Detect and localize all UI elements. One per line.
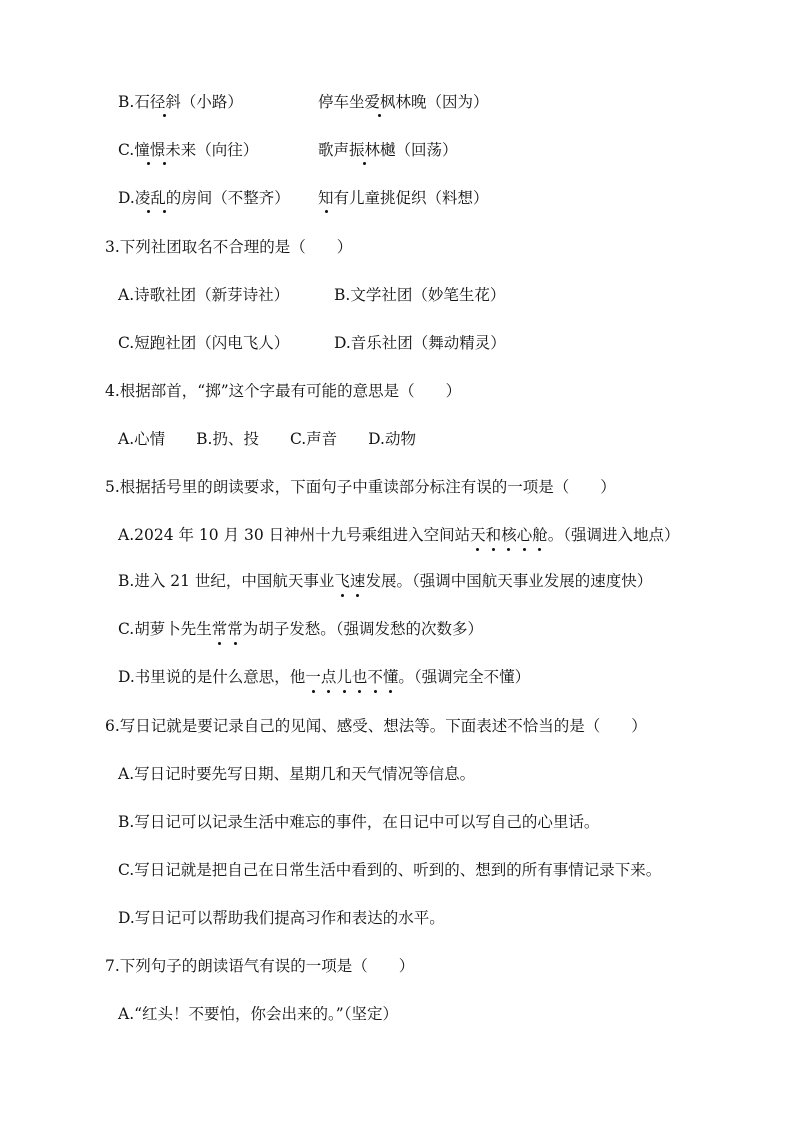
emphasis-char: 一 [305,668,321,686]
emphasis-dot [163,162,166,165]
emphasis-dot [163,210,166,213]
emphasis-char: 天 [470,526,486,544]
q6-question: 6.写日记就是要记录自己的见闻、感受、想法等。下面表述不恰当的是（ ） [105,717,647,735]
emphasis-dot [147,162,150,165]
emphasis-dot [147,210,150,213]
emphasis-char: 速 [349,572,366,590]
q5-b-pre: B.进入 21 世纪，中国航天事业 [118,572,335,590]
q2-option-c-right: 歌声振林樾（回荡） [318,141,458,159]
emphasis-dot [325,210,328,213]
q5-d-pre: D.书里说的是什么意思，他 [118,668,306,686]
q3-option-a: A.诗歌社团（新芽诗社） [118,286,290,304]
q5-option-a [118,525,680,545]
q5-c-post: 为胡子发愁。（强调发愁的次数多） [242,620,484,638]
emphasis-char: 舱 [532,526,548,544]
emphasis-char: 也 [351,668,368,686]
q3-option-d: D.音乐社团（舞动精灵） [334,334,506,352]
emphasis-char: 和 [485,526,502,544]
q7-question: 7.下列句子的朗读语气有误的一项是（ ） [105,957,415,975]
q2-option-d-right: 知有儿童挑促织（料想） [318,189,489,207]
emphasis-dot [163,114,166,117]
emphasis-char: 懂 [382,668,399,686]
emphasis-char: 飞 [334,572,350,590]
q3-option-b: B.文学社团（妙笔生花） [334,286,506,304]
emphasis-dot [378,114,381,117]
q6-option-c: C.写日记就是把自己在日常生活中看到的、听到的、想到的所有事情记录下来。 [118,861,662,879]
q5-d-post: 。（强调完全不懂） [398,668,531,686]
q6-option-b: B.写日记可以记录生活中难忘的事件，在日记中可以写自己的心里话。 [118,813,600,831]
emphasis-char: 常 [211,620,228,638]
q4-options: A.心情 B.扔、投 C.声音 D.动物 [118,430,416,448]
q2-option-d [118,188,290,208]
q4-question: 4.根据部首，“掷”这个字最有可能的意思是（ ） [105,382,462,400]
q5-option-c [118,619,483,639]
q2-option-b-right: 停车坐爱枫林晚（因为） [318,93,489,111]
q3-option-c: C.短跑社团（闪电飞人） [118,334,290,352]
emphasis-char: 点 [320,668,337,686]
emphasis-char: 核 [501,526,517,544]
emphasis-char: 心 [516,526,533,544]
q2-option-c-left: C.憧憬未来（向往） [118,141,259,159]
q6-option-a: A.写日记时要先写日期、星期几和天气情况等信息。 [118,765,476,783]
q5-a-pre: A.2024 年 10 月 30 日神州十九号乘组进入空间站 [118,526,471,544]
q3-question: 3.下列社团取名不合理的是（ ） [105,238,353,256]
q5-c-pre: C.胡萝卜先生 [118,620,212,638]
q5-option-d [118,667,530,687]
q2-option-d-left: D.凌乱的房间（不整齐） [118,189,290,207]
emphasis-char: 儿 [336,668,352,686]
q6-option-d: D.写日记可以帮助我们提高习作和表达的水平。 [118,909,445,927]
emphasis-char: 常 [227,620,243,638]
q5-b-post: 发展。（强调中国航天事业发展的速度快） [365,572,653,590]
q2-option-b [118,92,243,112]
q2-option-b-left: B.石径斜（小路） [118,93,243,111]
emphasis-char: 不 [367,668,383,686]
emphasis-dot [363,162,366,165]
q5-option-b [118,571,652,591]
q7-option-a: A.“红头！不要怕，你会出来的。”（坚定） [118,1005,398,1023]
q5-a-post: 。（强调进入地点） [547,526,680,544]
q5-question: 5.根据括号里的朗读要求，下面句子中重读部分标注有误的一项是（ ） [105,478,616,496]
q2-option-c [118,140,258,160]
